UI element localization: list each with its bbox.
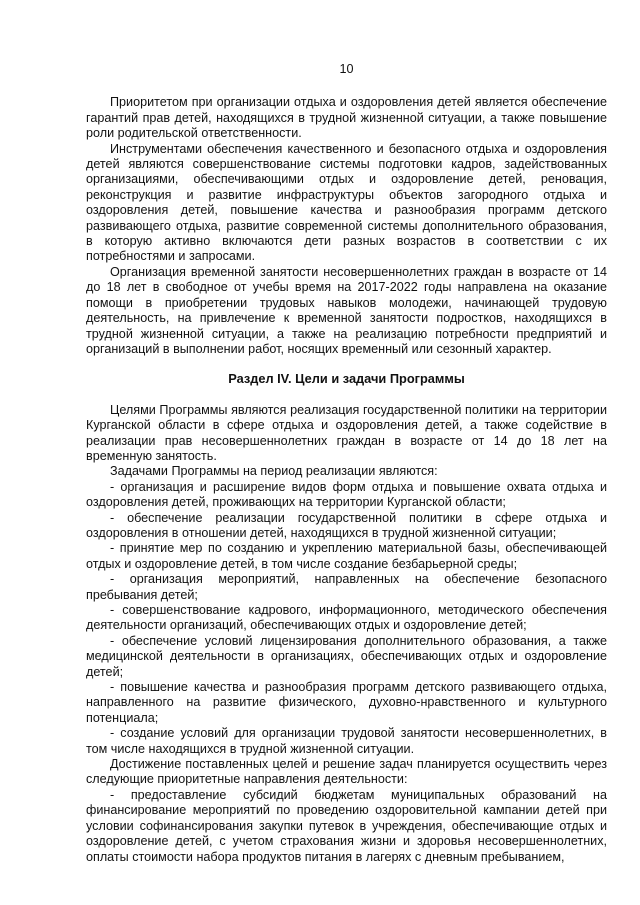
task-item: - обеспечение реализации государственной политики в сфере отдыха и оздоровления в отношении детей, находящихся в трудной жизненной ситуации; — [86, 510, 607, 540]
paragraph-tasks-intro: Задачами Программы на период реализации являются: — [110, 464, 438, 479]
document-page — [86, 62, 607, 865]
task-item: - организация мероприятий, направленных на обеспечение безопасного пребывания детей; — [86, 572, 607, 602]
task-item: - обеспечение условий лицензирования дополнительного образования, а также медицинской деятельности в организациях, обеспечивающих отдых и оздоровление детей; — [86, 633, 607, 679]
task-item: - совершенствование кадрового, информационного, методического обеспечения деятельности организаций, обеспечивающих отдых и оздоровление детей; — [86, 603, 607, 633]
task-item: - создание условий для организации трудовой занятости несовершеннолетних, в том числе находящихся в трудной жизненной ситуации. — [86, 726, 607, 756]
paragraph-priority: Приоритетом при организации отдыха и оздоровления детей является обеспечение гарантий прав детей, находящихся в трудной жизненной ситуации, а также повышение роли родительской ответственности. — [86, 95, 607, 141]
paragraph-achievement-intro: Достижение поставленных целей и решение задач планируется осуществить через следующие приоритетные направления деятельности: — [86, 757, 607, 787]
task-item: - повышение качества и разнообразия программ детского развивающего отдыха, направленного на развитие физического, духовно-нравственного и культурного потенциала; — [86, 680, 607, 725]
paragraph-instruments: Инструментами обеспечения качественного и безопасного отдыха и оздоровления детей являются совершенствование системы подготовки кадров, задействованных организациями, обеспечивающими отдых и оздоровление детей, реновация, реконструкция и развитие инфраструктуры объектов загородного отдыха и оздоровления детей, повышение качества и разнообразия программ детского развивающего отдыха, развитие современной системы дополнительного образования, в которую активно включаются дети разных возрастов в соответствии с их потребностями и запросами. — [86, 141, 607, 264]
task-item: - организация и расширение видов форм отдыха и повышение охвата отдыха и оздоровления детей, проживающих на территории Курганской области; — [86, 479, 607, 510]
direction-item: - предоставление субсидий бюджетам муниципальных образований на финансирование мероприятий по проведению оздоровительной кампании детей при условии софинансирования закупки путевок в учреждения, обеспечивающие отдых и оздоровление детей, с учетом страхования жизни и здоровья несовершеннолетних, оплаты стоимости набора продуктов питания в лагерях с дневным пребыванием, — [86, 787, 607, 864]
section-title: Раздел IV. Цели и задачи Программы — [228, 371, 465, 387]
paragraph-goals: Целями Программы являются реализация государственной политики на территории Курганской области в сфере отдыха и оздоровления детей, а также содействие в реализации прав несовершеннолетних граждан в возрасте от 14 до 18 лет на временную занятость. — [86, 402, 607, 463]
task-item: - принятие мер по созданию и укреплению материальной базы, обеспечивающей отдых и оздоровление детей, в том числе создание безбарьерной среды; — [86, 541, 607, 571]
page-number: 10 — [339, 62, 354, 76]
paragraph-temporary-employment: Организация временной занятости несовершеннолетних граждан в возрасте от 14 до 18 лет в свободное от учебы время на 2017-2022 годы направлена на оказание помощи в приобретении трудовых навыков молодежи, начинающей трудовую деятельность, на привлечение к временной занятости подростков, находящихся в трудной жизненной ситуации, а также на реализацию потребности предприятий и организаций в выполнении работ, носящих временный или сезонный характер. — [86, 264, 607, 356]
